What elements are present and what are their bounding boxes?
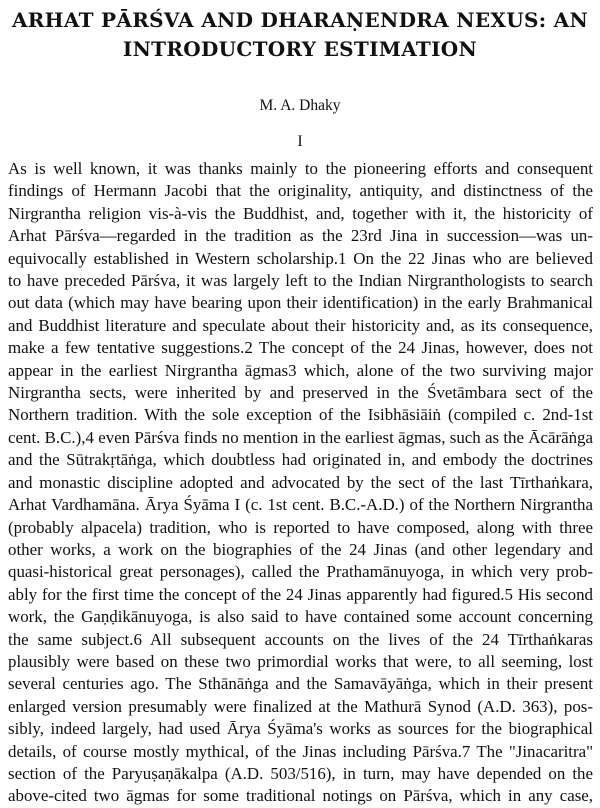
text-line: sibly, indeed largely, had used Ārya Śyāma's works as sources for the biographical (8, 719, 593, 739)
title-line-2: INTRODUCTORY ESTIMATION (122, 37, 478, 61)
section-number: I (297, 133, 303, 150)
text-line: above-cited two āgmas for some traditional notings on Pārśva, which in any case, (8, 786, 593, 806)
text-line: other works, a work on the biographies of the 24 Jinas (and other legendary and (8, 539, 593, 559)
text-line: the same subject.6 All subsequent accounts on the lives of the 24 Tīrthaṅkaras (8, 629, 593, 649)
body-text (8, 158, 593, 808)
text-line: quasi-historical great personages), called the Prathamānuyoga, in which very prob- (8, 562, 593, 582)
text-line: details, of course mostly mythical, of the Jinas including Pārśva.7 The "Jinacaritra" (8, 741, 593, 761)
text-line: to have preceded Pārśva, it was largely left to the Indian Nirgranthologists to search (8, 271, 593, 291)
title-line-1: ARHAT PĀRŚVA AND DHARAṆENDRA NEXUS: AN (11, 8, 589, 32)
text-line: cent. B.C.),4 even Pārśva finds no mention in the earliest āgmas, such as the Ācārāṅga (8, 427, 593, 447)
text-line: Northern tradition. With the sole exception of the Isibhāsiāiṅ (compiled c. 2nd-1st (8, 405, 593, 425)
text-line: and monastic discipline adopted and advocated by the sect of the last Tīrthaṅkara, (8, 472, 593, 492)
text-line: equivocally established in Western scholarship.1 On the 22 Jinas who are believed (8, 248, 593, 268)
article-title (10, 6, 590, 64)
text-line: several centuries ago. The Sthānāṅga and the Samavāyāṅga, which in their present (8, 674, 593, 694)
text-line: section of the Paryuṣaṇākalpa (A.D. 503/516), in turn, may have depended on the (8, 763, 593, 783)
author-name: M. A. Dhaky (259, 97, 341, 114)
text-line: Nirgrantha sects, were inherited by and preserved in the Śvetāmbara sect of the (8, 383, 593, 403)
text-line: enlarged version presumably were finalized at the Mathurā Synod (A.D. 363), pos- (8, 696, 593, 716)
text-line: and Buddhist literature and speculate about their historicity and, as its consequence, (8, 315, 593, 335)
text-line: out data (which may have bearing upon their identification) in the early Brahmanical (8, 293, 593, 313)
text-line: appear in the earliest Nirgrantha āgmas3 which, alone of the two surviving major (8, 360, 593, 380)
text-line: and the Sūtrakṛtāṅga, which doubtless had originated in, and embody the doctrines (8, 450, 593, 470)
text-line: work, the Gaṇḍikānuyoga, is also said to have contained some account concerning (8, 607, 593, 627)
text-line: findings of Hermann Jacobi that the originality, antiquity, and distinctness of the (8, 181, 593, 201)
text-line: Nirgrantha religion vis-à-vis the Buddhist, and, together with it, the historicity of (8, 203, 593, 223)
text-line: Arhat Pārśva—regarded in the tradition as the 23rd Jina in succession—was un- (8, 226, 593, 246)
text-line: (probably alpacela) tradition, who is reported to have composed, along with three (8, 517, 593, 537)
text-line: ably for the first time the concept of the 24 Jinas apparently had figured.5 His second (8, 584, 593, 604)
text-line: Arhat Vardhamāna. Ārya Śyāma I (c. 1st cent. B.C.-A.D.) of the Northern Nirgrantha (8, 495, 593, 515)
text-line: make a few tentative suggestions.2 The concept of the 24 Jinas, however, does not (8, 338, 593, 358)
text-line: As is well known, it was thanks mainly to the pioneering efforts and consequent (8, 159, 593, 178)
text-line: plausibly were based on these two primordial works that were, to all seeming, lost (8, 651, 593, 671)
